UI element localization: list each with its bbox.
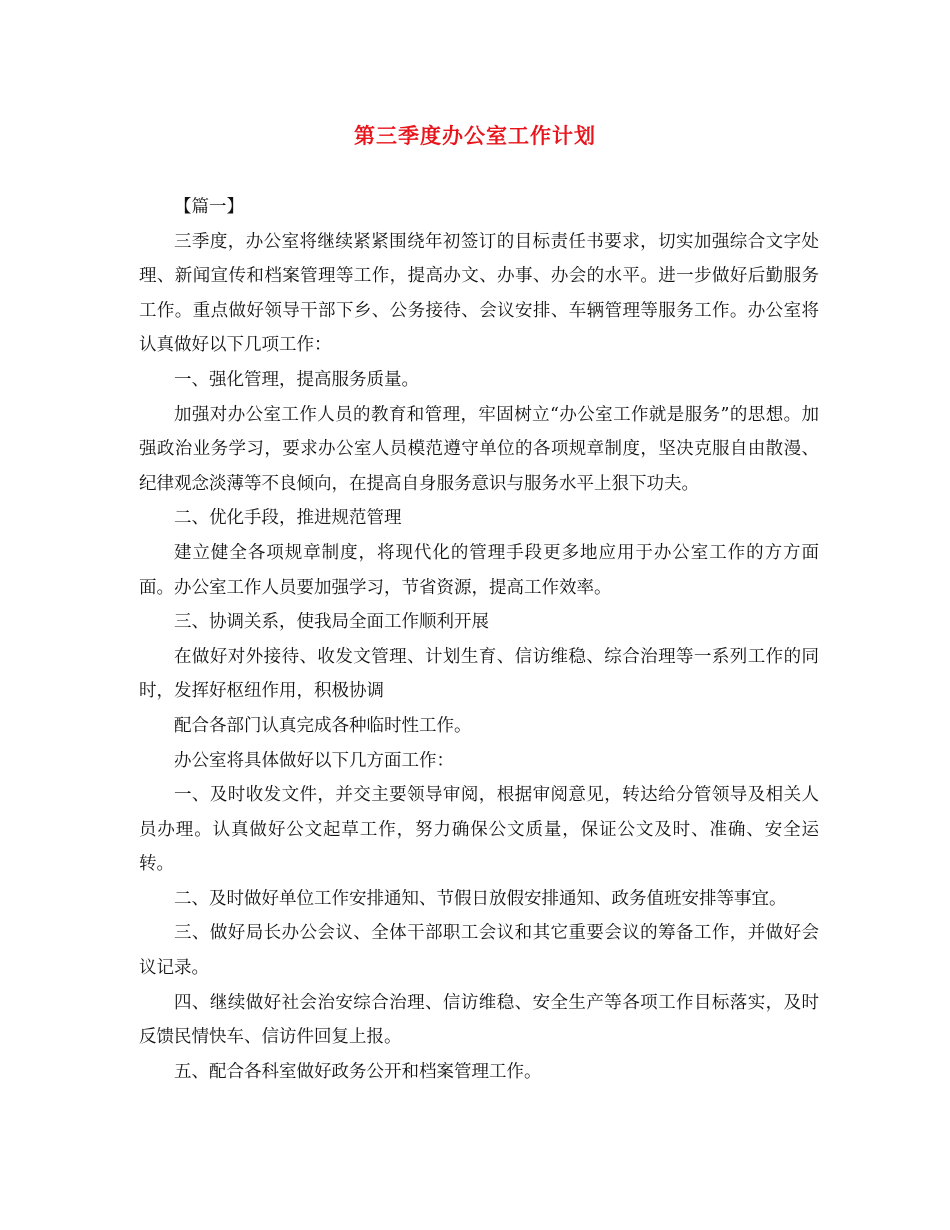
paragraph-tasks-intro: 办公室将具体做好以下几方面工作：: [174, 750, 454, 771]
paragraph-item-3-cont: 配合各部门认真完成各种临时性工作。: [174, 715, 472, 736]
heading-item-2: 二、优化手段，推进规范管理: [174, 508, 402, 529]
paragraph-item-1: 加强对办公室工作人员的教育和管理，牢固树立“办公室工作就是服务”的思想。加强政治业务学习，要求办公室人员模范遵守单位的各项规章制度，坚决克服自由散漫、纪律观念淡薄等不良倾向，在提高自身服务意识与服务水平上狠下功夫。: [139, 404, 819, 494]
paragraph-item-3: 在做好对外接待、收发文管理、计划生育、信访维稳、综合治理等一系列工作的同时，发挥好枢纽作用，积极协调: [139, 646, 819, 702]
section-heading-pian-yi: 【篇一】: [174, 197, 244, 217]
paragraph-intro: 三季度，办公室将继续紧紧围绕年初签订的目标责任书要求，切实加强综合文字处理、新闻宣传和档案管理等工作，提高办文、办事、办会的水平。进一步做好后勤服务工作。重点做好领导干部下乡、公务接待、会议安排、车辆管理等服务工作。办公室将认真做好以下几项工作：: [139, 231, 819, 356]
paragraph-item-2: 建立健全各项规章制度，将现代化的管理手段更多地应用于办公室工作的方方面面。办公室工作人员要加强学习，节省资源，提高工作效率。: [139, 542, 819, 598]
heading-item-3: 三、协调关系，使我局全面工作顺利开展: [174, 612, 489, 633]
document-title: 第三季度办公室工作计划: [354, 123, 596, 148]
task-item-3: 三、做好局长办公会议、全体干部职工会议和其它重要会议的筹备工作，并做好会议记录。: [139, 923, 819, 979]
heading-item-1: 一、强化管理，提高服务质量。: [174, 369, 419, 390]
task-item-5: 五、配合各科室做好政务公开和档案管理工作。: [174, 1061, 542, 1082]
task-item-4: 四、继续做好社会治安综合治理、信访维稳、安全生产等各项工作目标落实，及时反馈民情快车、信访件回复上报。: [139, 992, 819, 1048]
task-item-2: 二、及时做好单位工作安排通知、节假日放假安排通知、政务值班安排等事宜。: [174, 888, 787, 909]
task-item-1: 一、及时收发文件，并交主要领导审阅，根据审阅意见，转达给分管领导及相关人员办理。认真做好公文起草工作，努力确保公文质量，保证公文及时、准确、安全运转。: [139, 785, 819, 875]
document-body: [139, 190, 819, 1089]
